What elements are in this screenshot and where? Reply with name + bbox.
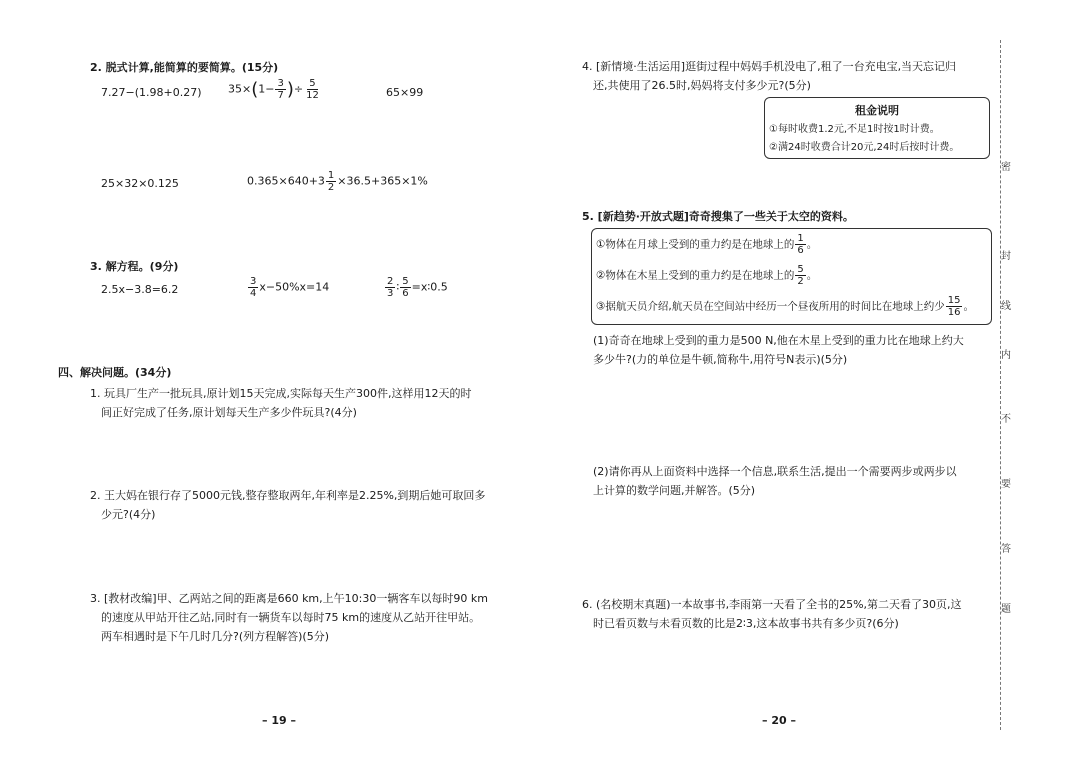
seal-char-6: 要 — [1001, 479, 1011, 490]
q3-eq-3: $\frac{2}{3}$ ∶ $\frac{5}{6}$ =x∶0.5 — [387, 276, 448, 299]
space-fact-1: ①物体在月球上受到的重力约是在地球上的 $\frac{1}{6}$ 。 — [596, 233, 818, 256]
problem-3-line-2: 的速度从甲站开往乙站,同时有一辆货车以每时75 km的速度从乙站开往甲站。 — [101, 611, 481, 624]
page-number-19: – 19 – — [262, 714, 296, 727]
seal-char-7: 答 — [1001, 544, 1011, 555]
rental-rule-1: ①每时收费1.2元,不足1时按1时计费。 — [769, 124, 940, 135]
q5-title: 5. [新趋势·开放式题]奇奇搜集了一些关于太空的资料。 — [582, 210, 854, 223]
page-number-20: – 20 – — [762, 714, 796, 727]
rental-rules-title: 租金说明 — [855, 104, 899, 117]
problem-2-line-2: 少元?(4分) — [101, 508, 156, 521]
problem-1-line-2: 间正好完成了任务,原计划每天生产多少件玩具?(4分) — [101, 406, 357, 419]
seal-char-1: 密 — [1001, 162, 1011, 173]
q5-sub2-line-1: (2)请你再从上面资料中选择一个信息,联系生活,提出一个需要两步或两步以 — [593, 465, 957, 478]
q2-expr-2: 35×(1− $\frac{3}{7}$ )÷ $\frac{5}{12}$ — [228, 78, 319, 101]
section-heading: 四、解决问题。(34分) — [58, 366, 172, 379]
q6-line-1: 6. (名校期末真题)一本故事书,李雨第一天看了全书的25%,第二天看了30页,这 — [582, 598, 962, 611]
rental-rules-box — [764, 97, 990, 159]
q2-expr-3: 65×99 — [386, 86, 424, 99]
seal-char-5: 不 — [1001, 414, 1011, 425]
q5-sub1-line-1: (1)奇奇在地球上受到的重力是500 N,他在木星上受到的重力比在地球上约大 — [593, 334, 964, 347]
space-facts-box — [591, 228, 992, 325]
q3-eq-1: 2.5x−3.8=6.2 — [101, 283, 179, 296]
q2-title: 2. 脱式计算,能简算的要简算。(15分) — [90, 61, 279, 74]
seal-char-3: 线 — [1001, 301, 1011, 312]
q6-line-2: 时已看页数与未看页数的比是2∶3,这本故事书共有多少页?(6分) — [593, 617, 899, 630]
problem-3-line-1: 3. [教材改编]甲、乙两站之间的距离是660 km,上午10:30一辆客车以每时90 km — [90, 592, 488, 605]
q5-sub1-line-2: 多少牛?(力的单位是牛顿,简称牛,用符号N表示)(5分) — [593, 353, 848, 366]
rental-rule-2: ②满24时收费合计20元,24时后按时计费。 — [769, 142, 960, 153]
q3-title: 3. 解方程。(9分) — [90, 260, 179, 273]
problem-3-line-3: 两车相遇时是下午几时几分?(列方程解答)(5分) — [101, 630, 330, 643]
q4-line-1: 4. [新情境·生活运用]逛街过程中妈妈手机没电了,租了一台充电宝,当天忘记归 — [582, 60, 957, 73]
q2-expr-1: 7.27−(1.98+0.27) — [101, 86, 202, 99]
problem-2-line-1: 2. 王大妈在银行存了5000元钱,整存整取两年,年利率是2.25%,到期后她可取回多 — [90, 489, 486, 502]
q5-sub2-line-2: 上计算的数学问题,并解答。(5分) — [593, 484, 756, 497]
space-fact-3: ③据航天员介绍,航天员在空间站中经历一个昼夜所用的时间比在地球上约少 $\frac{15}{16}$ 。 — [596, 295, 974, 318]
problem-1-line-1: 1. 玩具厂生产一批玩具,原计划15天完成,实际每天生产300件,这样用12天的时 — [90, 387, 472, 400]
seal-char-8: 题 — [1001, 604, 1011, 615]
seal-char-4: 内 — [1001, 350, 1011, 361]
q2-expr-4: 25×32×0.125 — [101, 177, 179, 190]
q3-eq-2: $\frac{3}{4}$ x−50%x=14 — [250, 276, 330, 299]
q2-expr-5: 0.365×640+3 $\frac{1}{2}$ ×36.5+365×1% — [247, 170, 428, 193]
seal-line — [1000, 40, 1001, 730]
q4-line-2: 还,共使用了26.5时,妈妈将支付多少元?(5分) — [593, 79, 811, 92]
space-fact-2: ②物体在木星上受到的重力约是在地球上的 $\frac{5}{2}$ 。 — [596, 264, 818, 287]
seal-char-2: 封 — [1001, 251, 1011, 262]
